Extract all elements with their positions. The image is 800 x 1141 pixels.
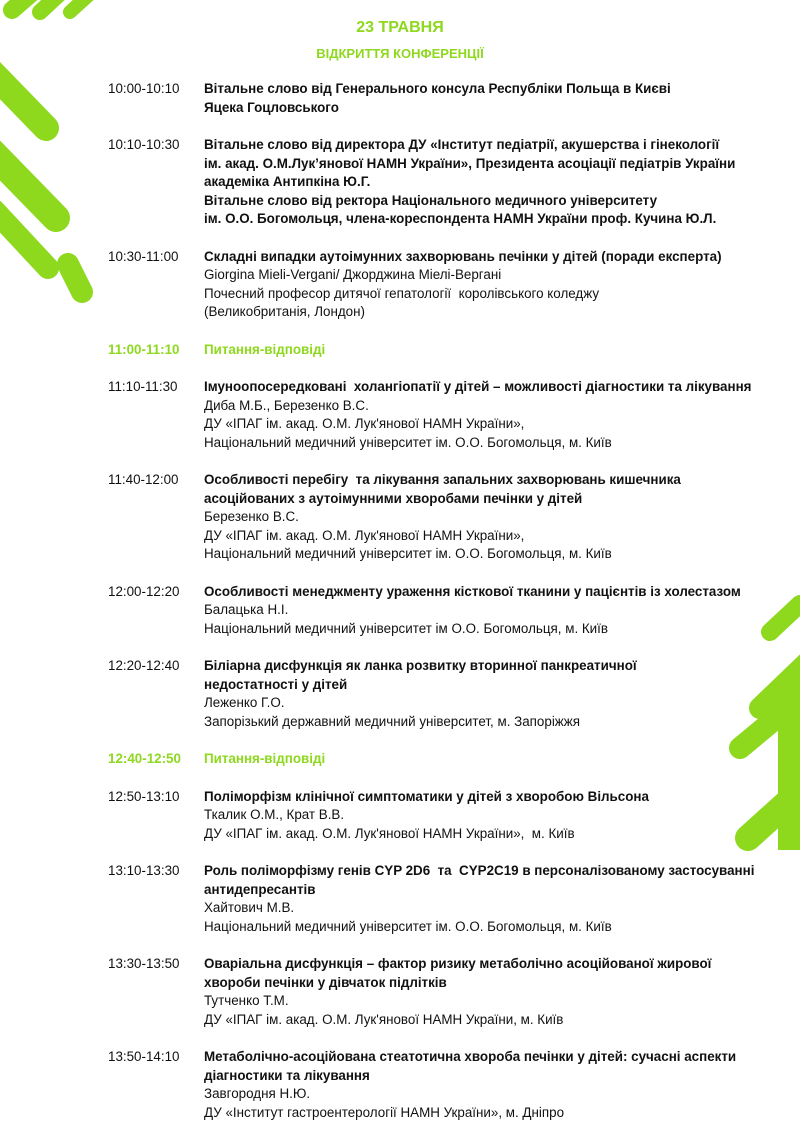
speaker-info-line: ДУ «Інститут гастроентерології НАМН України», м. Дніпро: [204, 1104, 565, 1120]
session-details: [204, 750, 780, 769]
session-details: [204, 583, 780, 639]
time-slot: 12:20-12:40: [108, 658, 180, 673]
time-slot: 10:00-10:10: [108, 81, 180, 96]
time-slot: 10:10-10:30: [108, 137, 180, 152]
time-slot: 13:50-14:10: [108, 1049, 180, 1064]
stripe: [0, 140, 56, 218]
stripe: [12, 0, 40, 10]
session-title-line: Вітальне слово від Генерального консула Республіки Польща в Києві: [204, 81, 671, 96]
session-title-line: Роль поліморфізму генів CYP 2D6 та CYP2C19 в персоналізованому застосуванні: [204, 863, 755, 878]
speaker-info-line: ДУ «ІПАГ ім. акад. О.М. Лук'янової НАМН України», м. Київ: [204, 825, 575, 841]
section-heading: ВІДКРИТТЯ КОНФЕРЕНЦІЇ: [316, 46, 484, 61]
schedule-row: [108, 471, 780, 564]
time-slot: 12:50-13:10: [108, 788, 180, 804]
qa-session-row: [108, 341, 780, 360]
schedule-list: [108, 80, 780, 1141]
schedule-row: [108, 136, 780, 229]
speaker-info-line: (Великобританія, Лондон): [204, 304, 365, 319]
session-details: [204, 1048, 780, 1122]
session-title-line: ім. О.О. Богомольця, члена-кореспондента НАМН України проф. Кучина Ю.Л.: [204, 211, 717, 226]
time-slot: 11:40-12:00: [108, 472, 179, 487]
qa-session-row: [108, 750, 780, 769]
session-title-line: академіка Антипкіна Ю.Г.: [204, 174, 371, 189]
session-title-line: Питання-відповіді: [204, 751, 326, 766]
time-slot: 11:10-11:30: [108, 379, 178, 394]
session-title-line: Складні випадки аутоімунних захворювань печінки у дітей (поради експерта): [204, 248, 722, 264]
session-details: [204, 378, 780, 452]
speaker-info-line: Запорізький державний медичний університет, м. Запоріжжя: [204, 713, 580, 729]
session-title-line: Питання-відповіді: [204, 341, 326, 357]
session-title-line: хвороби печінки у дівчаток підлітків: [204, 974, 447, 990]
session-title-line: Особливості менеджменту ураження кісткової тканини у пацієнтів із холестазом: [204, 583, 741, 599]
speaker-info-line: ДУ «ІПАГ ім. акад. О.М. Лук'янової НАМН України»,: [204, 527, 525, 543]
speaker-info-line: Giorgina Mieli-Vergani/ Джорджина Міелі-Вергані: [204, 267, 502, 282]
schedule-row: [108, 788, 780, 844]
speaker-info-line: Ткалик О.М., Крат В.В.: [204, 807, 345, 822]
speaker-info-line: Завгородня Н.Ю.: [204, 1086, 311, 1101]
schedule-row: [108, 378, 780, 452]
speaker-info-line: Хайтович М.В.: [204, 900, 295, 915]
stripe: [778, 686, 800, 850]
speaker-info-line: Балацька Н.І.: [204, 602, 289, 617]
speaker-info-line: Національний медичний університет ім. О.О. Богомольця, м. Київ: [204, 918, 612, 934]
session-title-line: Метаболічно-асоційована стеатотична хвороба печінки у дітей: сучасні аспекти: [204, 1049, 737, 1064]
time-slot: 12:00-12:20: [108, 583, 180, 599]
session-details: [204, 862, 780, 936]
session-details: [204, 136, 780, 229]
session-title-line: Яцека Гоцловського: [204, 99, 339, 115]
session-title-line: Оваріальна дисфункція – фактор ризику метаболічно асоційованої жирової: [204, 956, 712, 971]
session-title-line: асоційованих з аутоімунними хворобами печінки у дітей: [204, 490, 583, 506]
time-slot: 13:30-13:50: [108, 956, 180, 971]
speaker-info-line: Тутченко Т.М.: [204, 993, 289, 1008]
session-details: [204, 341, 780, 360]
date-heading: 23 ТРАВНЯ: [356, 19, 444, 36]
session-details: [204, 248, 780, 322]
stripe: [0, 60, 46, 128]
session-details: [204, 471, 780, 564]
time-slot: 12:40-12:50: [108, 751, 181, 766]
speaker-info-line: Березенко В.С.: [204, 509, 299, 524]
speaker-info-line: Диба М.Б., Березенко В.С.: [204, 397, 369, 413]
speaker-info-line: Національний медичний університет ім. О.О. Богомольця, м. Київ: [204, 546, 612, 561]
schedule-row: [108, 248, 780, 322]
speaker-info-line: Почесний професор дитячої гепатології королівського коледжу: [204, 285, 600, 301]
time-slot: 11:00-11:10: [108, 341, 180, 357]
stripe: [68, 264, 82, 292]
time-slot: 10:30-11:00: [108, 248, 179, 264]
schedule-row: [108, 862, 780, 936]
session-title-line: Імуноопосередковані холангіопатії у дітей – можливості діагностики та лікування: [204, 379, 752, 394]
speaker-info-line: ДУ «ІПАГ ім. акад. О.М. Лук'янової НАМН України, м. Київ: [204, 1011, 564, 1027]
session-details: [204, 955, 780, 1029]
session-details: [204, 788, 780, 844]
speaker-info-line: ДУ «ІПАГ ім. акад. О.М. Лук'янової НАМН України»,: [204, 416, 525, 431]
stripe: [70, 0, 92, 12]
session-details: [204, 657, 780, 731]
session-title-line: Особливості перебігу та лікування запальних захворювань кишечника: [204, 472, 681, 487]
schedule-row: [108, 1048, 780, 1122]
session-details: [204, 80, 780, 117]
session-title-line: Вітальне слово від директора ДУ «Інститут педіатрії, акушерства і гінекології: [204, 137, 720, 152]
time-slot: 13:10-13:30: [108, 863, 180, 878]
stripe: [40, 0, 68, 12]
schedule-row: [108, 583, 780, 639]
stripe: [0, 210, 48, 268]
session-title-line: ім. акад. О.М.Лук’янової НАМН України», Президента асоціації педіатрів України: [204, 155, 736, 171]
schedule-row: [108, 80, 780, 117]
session-title-line: Вітальне слово від ректора Національного медичного університету: [204, 192, 658, 208]
session-title-line: діагностики та лікування: [204, 1067, 370, 1083]
session-title-line: недостатності у дітей: [204, 676, 348, 692]
schedule-row: [108, 657, 780, 731]
speaker-info-line: Національний медичний університет ім О.О. Богомольця, м. Київ: [204, 620, 608, 636]
speaker-info-line: Національний медичний університет ім. О.О. Богомольця, м. Київ: [204, 434, 612, 450]
session-title-line: антидепресантів: [204, 881, 316, 897]
session-title-line: Біліарна дисфункція як ланка розвитку вторинної панкреатичної: [204, 658, 637, 673]
session-title-line: Поліморфізм клінічної симптоматики у дітей з хворобою Вільсона: [204, 788, 649, 804]
schedule-row: [108, 955, 780, 1029]
speaker-info-line: Леженко Г.О.: [204, 695, 285, 710]
